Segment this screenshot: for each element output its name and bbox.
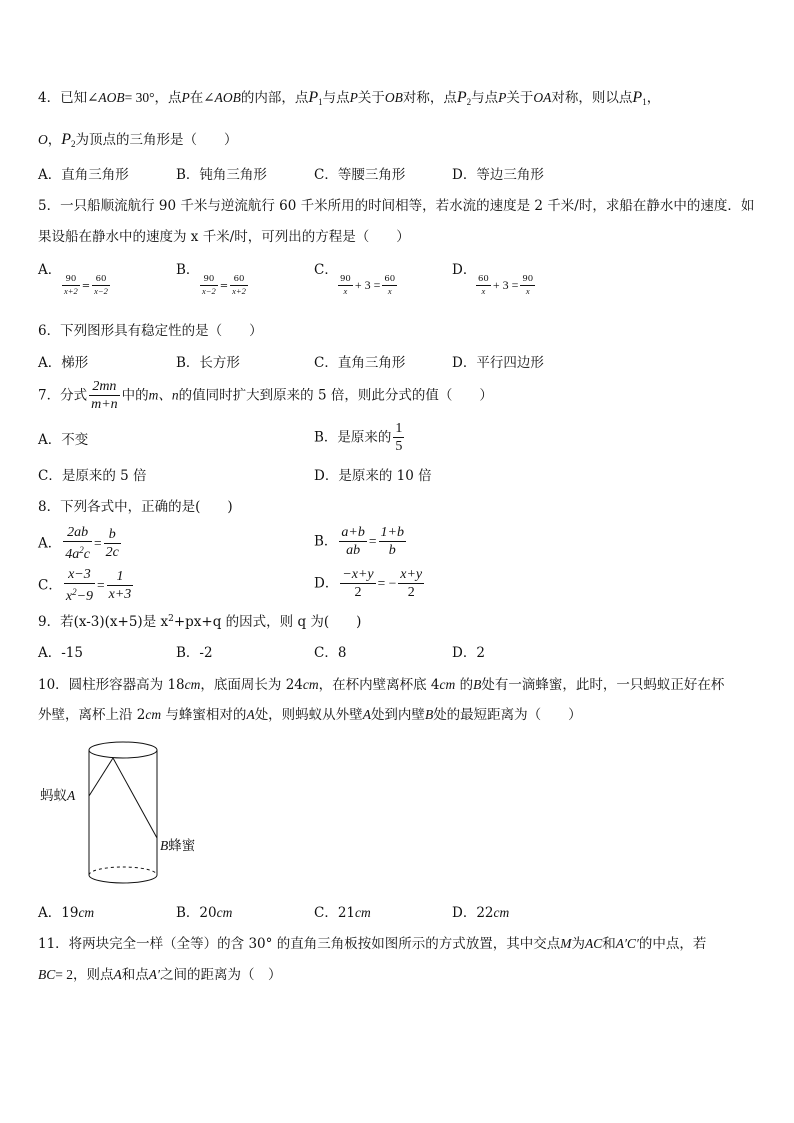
fraction <box>104 526 121 561</box>
fraction <box>338 274 353 297</box>
option-label: D． <box>314 575 339 592</box>
q4-option-d: D．等边三角形 <box>452 167 544 183</box>
option-text: B．20 <box>176 905 217 921</box>
q10-text: 外壁，离杯上沿 2 <box>38 707 146 723</box>
equals: = <box>97 577 105 593</box>
q7-fraction <box>89 378 120 413</box>
q4-line1 <box>38 88 660 108</box>
segment-ac: AC <box>584 936 603 951</box>
denominator: b <box>388 543 396 558</box>
q4-angle-value: = 30° <box>124 90 155 105</box>
den-part: 4a <box>65 547 80 562</box>
fraction <box>62 274 80 297</box>
cylinder-bottom-back <box>89 867 157 875</box>
fig-label-honey <box>160 838 195 854</box>
q9-option-a: A．-15 <box>38 645 83 661</box>
q10-text: 处到内壁 <box>370 707 425 723</box>
numerator: 60 <box>478 274 489 284</box>
q10-option-a <box>38 905 94 921</box>
q4-text: 在 <box>189 90 204 106</box>
q4-angle-aob: ∠AOB <box>87 90 125 105</box>
q5-option-a-expr <box>60 274 112 297</box>
option-text: D．22 <box>452 905 494 921</box>
q9-stem <box>38 614 361 630</box>
q4-line-oa: OA <box>533 90 552 105</box>
q11-text: 之间的距离为（ ） <box>159 967 282 983</box>
q11-text: 为 <box>571 936 585 952</box>
option-label: B． <box>176 262 200 278</box>
q4-point-p: P <box>498 90 507 105</box>
q4-text: 对称，点 <box>402 90 457 106</box>
q10-text: 的 <box>455 677 474 693</box>
equals-minus: = − <box>377 575 397 591</box>
q10-text: 与蜂蜜相对的 <box>161 707 247 723</box>
denominator: x+3 <box>108 587 132 602</box>
numerator: 90 <box>62 274 80 286</box>
q7-option-b-fraction <box>393 420 404 455</box>
q4-text: 的内部，点 <box>240 90 309 106</box>
q7-option-a: A．不变 <box>38 432 89 448</box>
q7-text: 的值同时扩大到原来的 5 倍，则此分式的值（ ） <box>178 387 493 404</box>
fraction <box>339 524 366 559</box>
point-a: A <box>113 967 122 982</box>
q4-sub: 2 <box>71 139 76 149</box>
cylinder-figure <box>80 740 170 892</box>
equals: = <box>219 281 229 292</box>
fig-text: 蚂蚁 <box>40 788 67 804</box>
den-part: x <box>65 589 73 604</box>
q4-sub: 1 <box>318 97 323 107</box>
q5-option-c <box>314 262 338 278</box>
q5-option-d <box>452 262 476 278</box>
fraction <box>379 524 406 559</box>
q5-option-b <box>176 262 199 278</box>
q8-option-b <box>314 524 408 559</box>
q4-text: 关于 <box>357 90 385 106</box>
numerator: 1 <box>395 421 403 436</box>
q4-option-c: C．等腰三角形 <box>314 167 406 183</box>
q5-option-d-expr <box>474 274 537 297</box>
q4-line-ob: OB <box>384 90 403 105</box>
q4-text: 关于 <box>506 90 534 106</box>
q11-line2 <box>38 967 281 983</box>
numerator: 1 <box>107 568 134 586</box>
denominator <box>63 542 92 563</box>
q8-option-a <box>38 524 123 563</box>
plus-three: + 3 = <box>492 278 519 292</box>
q5-option-c-expr <box>336 274 399 297</box>
numerator: x−3 <box>64 566 95 584</box>
q10-text: ，底面周长为 24 <box>200 677 303 693</box>
fraction <box>382 274 397 297</box>
unit-cm: cm <box>216 905 233 920</box>
q5-option-a <box>38 262 61 278</box>
unit-cm: cm <box>439 677 456 692</box>
fig-text: 蜂蜜 <box>168 838 196 854</box>
option-label: B． <box>314 533 338 550</box>
q4-sub: 2 <box>466 97 472 107</box>
denominator: x+2 <box>64 286 78 296</box>
q4-option-b: B．钝角三角形 <box>176 167 267 183</box>
q4-text: 4．已知 <box>38 90 88 106</box>
plus-three: + 3 = <box>354 278 381 292</box>
point-b: B <box>424 707 434 722</box>
numerator: 2ab <box>63 524 92 542</box>
q4-option-a: A．直角三角形 <box>38 167 129 183</box>
fraction <box>520 274 535 297</box>
q4-sub: 1 <box>642 97 647 107</box>
q4-line2 <box>38 130 238 150</box>
q6-option-a: A．梯形 <box>38 355 89 371</box>
q6-option-d: D．平行四边形 <box>452 355 544 371</box>
q10-line1 <box>38 677 724 693</box>
q4-text: ， <box>646 90 661 106</box>
numerator: 60 <box>230 274 248 286</box>
numerator: −x+y <box>342 567 374 582</box>
q10-option-d <box>452 905 509 921</box>
equals: = <box>93 535 102 551</box>
numerator: x+y <box>400 567 423 582</box>
option-label: A． <box>38 262 62 278</box>
q5-option-b-expr <box>198 274 250 297</box>
q10-text: 处有一滴蜂蜜，此时，一只蚂蚁正好在杯 <box>481 677 725 693</box>
q9-text: +px+q 的因式，则 q 为( ) <box>173 614 362 630</box>
q11-text: 的中点，若 <box>638 936 707 952</box>
equals: = <box>368 533 377 549</box>
numerator: 1+b <box>380 525 404 540</box>
fraction <box>398 566 424 601</box>
unit-cm: cm <box>302 677 319 692</box>
denominator: m+n <box>91 397 118 412</box>
q8-option-d <box>314 566 426 601</box>
numerator: 60 <box>92 274 110 286</box>
segment-bc: BC <box>38 967 56 982</box>
q10-text: 处，则蚂蚁从外壁 <box>254 707 363 723</box>
q4-text: ， <box>47 132 62 148</box>
unit-cm: cm <box>184 677 201 692</box>
fraction <box>64 566 95 605</box>
exponent: 2 <box>79 545 84 555</box>
q6-option-c: C．直角三角形 <box>314 355 406 371</box>
q6-option-b: B．长方形 <box>176 355 240 371</box>
q11-text: 11．将两块完全一样（全等）的含 30° 的直角三角板按如图所示的方式放置，其中交点 <box>38 936 561 952</box>
q8-option-c <box>38 566 135 605</box>
q4-text: 对称，则以点 <box>551 90 633 106</box>
q7-text: B．是原来的 <box>314 429 392 446</box>
denominator: x−2 <box>94 286 108 296</box>
denominator: ab <box>346 543 361 558</box>
point-b: B <box>473 677 482 692</box>
q4-point-p1: P <box>632 89 643 106</box>
point-a-prime: A′ <box>148 967 160 982</box>
q7-option-c: C．是原来的 5 倍 <box>38 468 147 484</box>
equals: = <box>81 281 91 292</box>
numerator: 90 <box>340 274 351 284</box>
denominator: x <box>387 286 392 296</box>
q9-option-d: D．2 <box>452 645 485 661</box>
q7-stem <box>38 378 493 413</box>
q7-option-d: D．是原来的 10 倍 <box>314 468 432 484</box>
q9-text: 9．若(x-3)(x+5)是 x <box>38 614 169 630</box>
q4-text: ，点 <box>154 90 182 106</box>
denominator: x <box>343 286 348 296</box>
q7-vars: m、n <box>148 387 179 403</box>
numerator: 60 <box>384 274 396 284</box>
q10-text: 10．圆柱形容器高为 18 <box>38 677 185 693</box>
q7-text: 7．分式 <box>38 387 88 404</box>
q10-text: ，在杯内壁离杯底 4 <box>318 677 440 693</box>
denominator: 5 <box>395 439 403 454</box>
q4-text: 与点 <box>322 90 350 106</box>
q4-point-p: P <box>349 90 358 105</box>
den-part: −9 <box>76 589 94 604</box>
numerator: 2mn <box>89 378 120 396</box>
fraction <box>340 566 375 601</box>
q11-line1 <box>38 936 706 952</box>
fraction <box>200 274 218 297</box>
fig-point-a: A <box>67 788 76 803</box>
denominator <box>64 584 95 605</box>
q4-point-p1: P <box>308 89 319 106</box>
q5-line1: 5．一只船顺流航行 90 千米与逆流航行 60 千米所用的时间相等，若水流的速度是 2 千米/时，求船在静水中的速度．如 <box>38 198 755 214</box>
option-text: C．21 <box>314 905 356 921</box>
q7-text: 中的 <box>121 387 149 404</box>
exponent: 2 <box>168 614 174 624</box>
option-label: C． <box>38 577 62 594</box>
fraction <box>92 274 110 297</box>
fig-point-b: B <box>160 838 169 853</box>
q4-text: 与点 <box>471 90 499 106</box>
point-m: M <box>560 936 572 951</box>
fraction <box>107 568 134 603</box>
q4-text: 为顶点的三角形是（ ） <box>75 132 238 148</box>
denominator: x <box>525 286 530 296</box>
unit-cm: cm <box>493 905 510 920</box>
fraction <box>230 274 248 297</box>
cylinder-top-ellipse <box>89 742 157 758</box>
option-label: D． <box>452 262 477 278</box>
denominator: x+2 <box>232 286 246 296</box>
q11-text: 和 <box>602 936 616 952</box>
ant-path-outer <box>89 758 113 796</box>
numerator: 90 <box>200 274 218 286</box>
denominator: 2c <box>105 545 119 560</box>
fraction <box>63 524 92 563</box>
q4-angle: ∠AOB <box>203 90 241 105</box>
q11-text: = 2，则点 <box>55 967 114 982</box>
point-a: A <box>246 707 255 722</box>
q4-point-p2: P <box>61 131 72 148</box>
q9-option-c: C．8 <box>314 645 347 661</box>
denominator: x <box>481 286 486 296</box>
q11-text: 和点 <box>121 967 149 983</box>
q9-option-b: B．-2 <box>176 645 213 661</box>
cylinder-bottom-front <box>89 875 157 883</box>
numerator: b <box>104 526 121 544</box>
q4-point-p: P <box>181 90 190 105</box>
q5-line2: 果设船在静水中的速度为 x 千米/时，可列出的方程是（ ） <box>38 229 410 245</box>
fig-label-ant <box>40 788 75 804</box>
denominator: x−2 <box>202 286 216 296</box>
option-label: C． <box>314 262 338 278</box>
option-label: A． <box>38 535 62 552</box>
q4-point-p2: P <box>456 89 467 106</box>
den-part: c <box>83 547 90 562</box>
q8-stem: 8．下列各式中，正确的是( ) <box>38 499 233 515</box>
denominator: 2 <box>354 585 362 600</box>
numerator: 90 <box>522 274 534 284</box>
exponent: 2 <box>72 587 77 597</box>
ant-path-inner <box>113 758 157 838</box>
q10-option-b <box>176 905 232 921</box>
unit-cm: cm <box>355 905 371 920</box>
point-a: A <box>362 707 371 722</box>
numerator: a+b <box>341 525 365 540</box>
q6-stem: 6．下列图形具有稳定性的是（ ） <box>38 323 263 339</box>
option-text: A．19 <box>38 905 79 921</box>
q7-option-b <box>314 420 406 455</box>
unit-cm: cm <box>145 707 162 722</box>
q10-option-c <box>314 905 371 921</box>
denominator: 2 <box>407 585 415 600</box>
fraction <box>476 274 491 297</box>
q10-text: 处的最短距离为（ ） <box>433 707 582 723</box>
segment-ac-prime: A′C′ <box>615 936 639 951</box>
q10-line2 <box>38 707 582 723</box>
q4-point-o: O <box>38 132 48 147</box>
unit-cm: cm <box>78 905 95 920</box>
